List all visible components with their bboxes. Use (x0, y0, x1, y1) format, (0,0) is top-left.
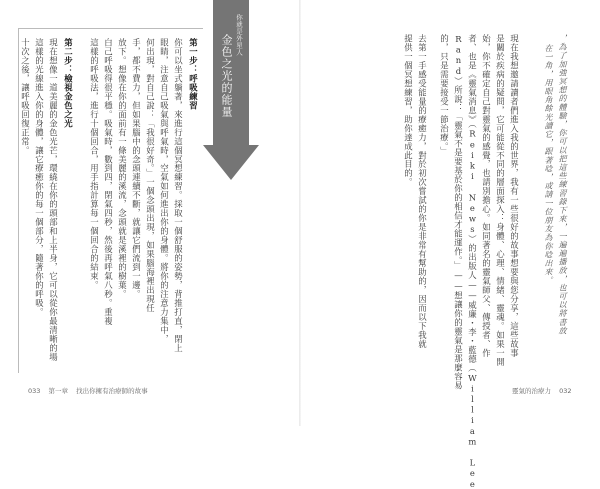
frame-top-rule (18, 28, 203, 29)
section-1-heading: 第一步：呼吸練習 (188, 38, 199, 110)
section-1-line: 眼睛，注意自己吸氣與呼氣時，空氣如何進出你的身體。將你的注意力集中， (159, 38, 170, 344)
intro-line: ，為了加強冥想的體驗，你可以把這些練習錄下來，一遍遍播放，也可以將書放 (558, 34, 567, 335)
body-line: Rand）所說：「靈氣不是要基於你的相信才能運作。」——想讓你的靈氣是那麼容易 (453, 34, 464, 391)
section-1-line: 這樣的呼吸法，進行十個回合，用手指計算每一個回合的結束。 (89, 38, 100, 290)
left-footer-title: 找出你擁有治療師的故事 (76, 387, 148, 395)
body-line: 提供一個冥想練習，助你達成此目的。 (403, 34, 414, 187)
body-line: 是關於疾病的疑問，它可能從不同的層面探入：身體、心理、情緒、靈魂。如果一開 (495, 34, 506, 367)
body-line: 者、也是《靈氣消息》（Reiki News）的出版人——威廉・李・藍德（William Lee (467, 34, 478, 489)
right-page (300, 0, 600, 489)
right-footer-title: 靈氣的治療力 (512, 387, 551, 395)
body-line: 始，你不確定自己對靈氣的感覺，也請別擔心。如同著名的靈氣師父、傳授者、作 (481, 34, 492, 358)
section-1-line: 放下。想像在你的面前有一條美麗的溪流，念頭就是溪裡的樹葉。 (117, 38, 128, 299)
left-page-number: 033 (28, 387, 41, 395)
section-1-line: 手，都不費力，但如果腦中的念頭連續不斷，就讓它們流到一邊。 (131, 38, 142, 299)
banner-series-label: 你就是外星人 (235, 14, 243, 56)
frame-left-rule (18, 28, 19, 373)
section-2-line: 現在想像一道美麗的金色光芒，環繞在你的頭部和上半身，它可以從你最清晰的場 (48, 38, 59, 362)
section-1-line: 何出現，對自己說：「我很好奇。」一個念頭出現，如果腦海裡出現任 (145, 38, 156, 313)
right-footer (512, 386, 572, 395)
right-page-number: 032 (559, 387, 572, 395)
body-line: 的，只是需要接受一節治療。」 (439, 34, 450, 156)
intro-line: 在一角，用眼角餘光讀它，跟著唸，或請一位朋友為你唸出來。 (544, 44, 553, 285)
left-footer (28, 386, 148, 395)
section-2-line: 十次之後，讓呼吸回復正常。 (20, 38, 31, 155)
body-line: 去第一手感受能量的療癒力，對於初次嘗試的你是非常有幫助的，因而以下我就 (417, 34, 428, 349)
section-2-heading: 第二步：檢視金色之光 (63, 38, 74, 128)
section-1-line: 白己呼吸得很平穩。吸氣時，數到四，閉氣四秒，然後再呼氣八秒。重複 (103, 38, 114, 326)
section-1-line: 你可以坐式躺著，來進行這個冥想練習。採取一個舒服的姿勢，背推打直，閉上 (173, 38, 184, 353)
body-line: 現在我想邀請讀者們進入我的世界，我有一些很好的故事想要與您分享，這些故事 (509, 34, 520, 358)
banner-title: 金色之光的能量 (220, 34, 233, 118)
left-footer-chapter: 第一章 (48, 387, 68, 395)
section-2-line: 這樣的光線進入你的身體，讓它療癒你的每一個部分，隨著你的呼吸。 (34, 38, 45, 317)
